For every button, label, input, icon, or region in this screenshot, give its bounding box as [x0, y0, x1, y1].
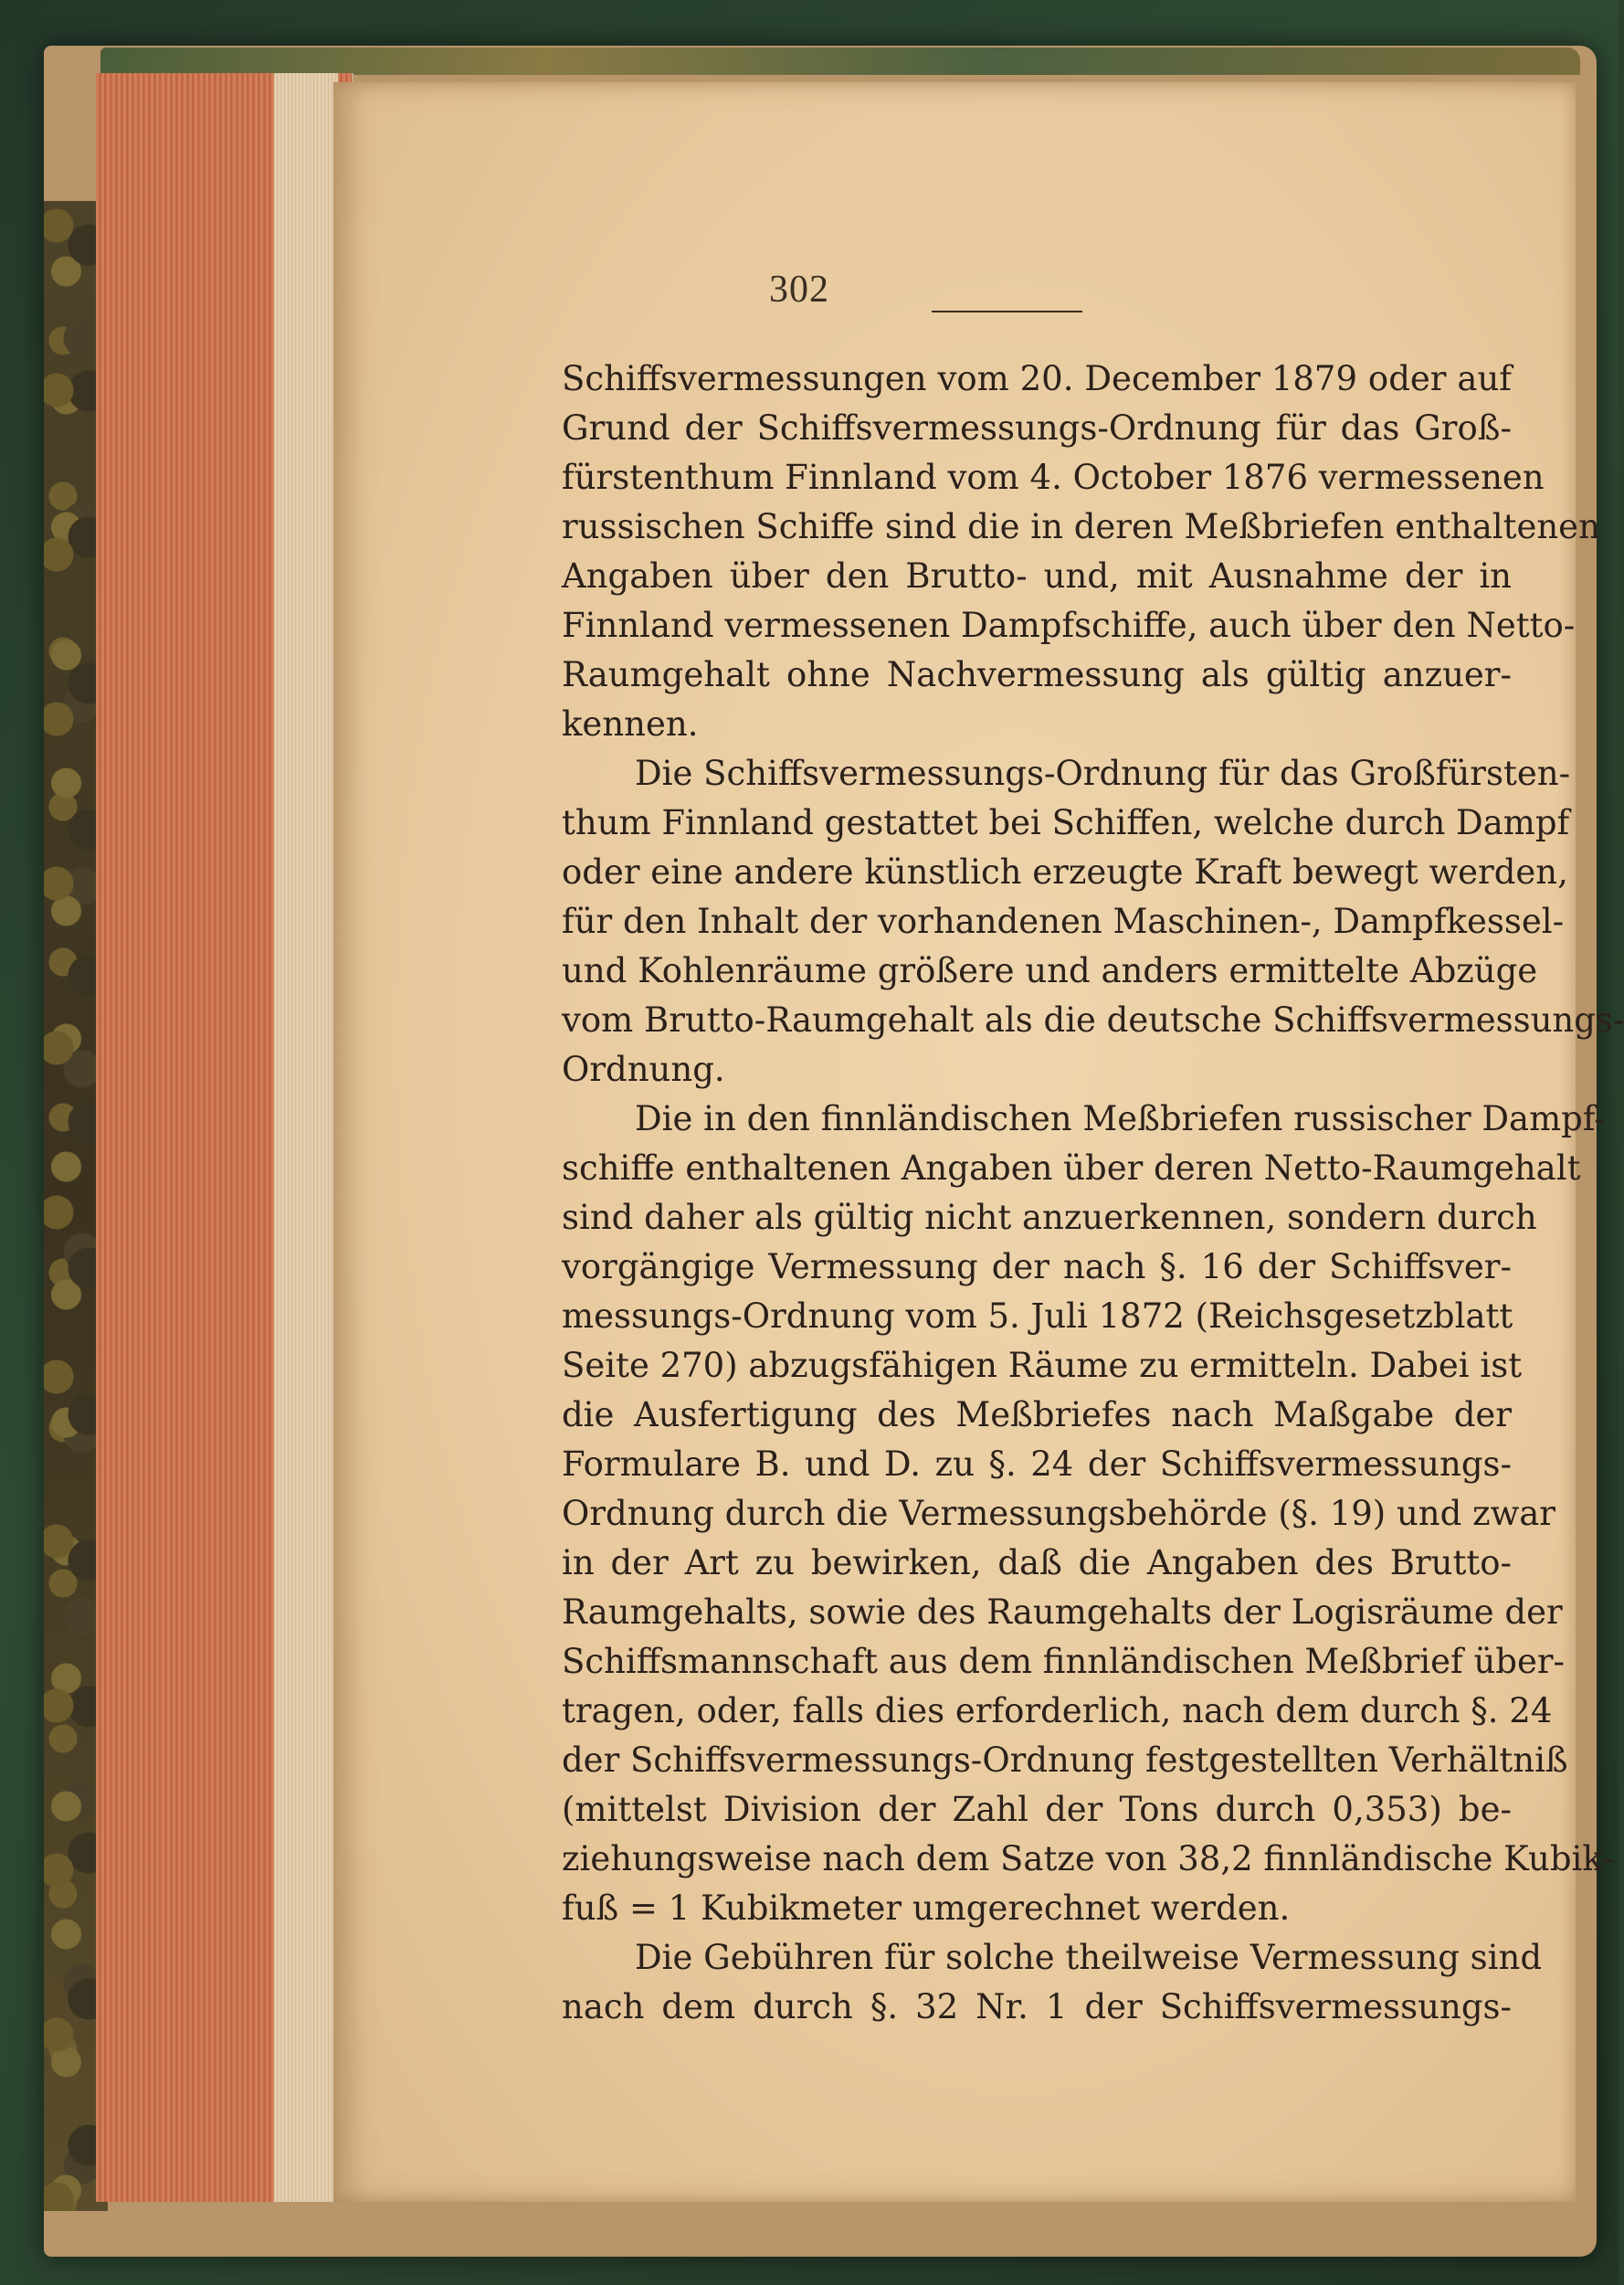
text-line: Seite 270) abzugsfähigen Räume zu ermitteln. Dabei ist [562, 1346, 1523, 1385]
text-line: in der Art zu bewirken, daß die Angaben des Brutto- [562, 1543, 1512, 1582]
text-line: für den Inhalt der vorhandenen Maschinen-, Dampfkessel- [562, 902, 1565, 941]
header-rule [932, 311, 1082, 312]
text-line: vom Brutto-Raumgehalt als die deutsche Schiffsvermessungs- [562, 1000, 1624, 1040]
text-line: Raumgehalts, sowie des Raumgehalts der Logisräume der [562, 1592, 1563, 1632]
text-line: fuß = 1 Kubikmeter umgerechnet werden. [562, 1888, 1291, 1928]
cover-top-edge [100, 48, 1580, 75]
text-line: ziehungsweise nach dem Satze von 38,2 finnländische Kubik- [562, 1839, 1614, 1878]
text-line: Ordnung durch die Vermessungsbehörde (§. 19) und zwar [562, 1494, 1555, 1533]
text-line: Grund der Schiffsvermessungs-Ordnung für das Groß- [562, 408, 1512, 448]
text-line: Schiffsvermessungen vom 20. December 1879 oder auf [562, 359, 1512, 398]
page-edges-inner [274, 73, 338, 2202]
text-line: Finnland vermessenen Dampfschiffe, auch über den Netto- [562, 606, 1576, 645]
text-line: Formulare B. und D. zu §. 24 der Schiffsvermessungs- [562, 1444, 1512, 1484]
text-line: russischen Schiffe sind die in deren Meßbriefen enthaltenen [562, 507, 1600, 546]
text-line: Ordnung. [562, 1050, 725, 1089]
text-line: vorgängige Vermessung der nach §. 16 der Schiffsver- [562, 1247, 1512, 1286]
text-line: messungs-Ordnung vom 5. Juli 1872 (Reichsgesetzblatt [562, 1296, 1513, 1336]
text-line: und Kohlenräume größere und anders ermittelte Abzüge [562, 951, 1538, 990]
text-line: die Ausfertigung des Meßbriefes nach Maßgabe der [562, 1395, 1512, 1434]
page-text [562, 354, 1624, 2032]
text-line: Raumgehalt ohne Nachvermessung als gültig anzuer- [562, 655, 1512, 694]
text-line: tragen, oder, falls dies erforderlich, nach dem durch §. 24 [562, 1691, 1553, 1730]
text-line: sind daher als gültig nicht anzuerkennen, sondern durch [562, 1198, 1537, 1237]
text-line: der Schiffsvermessungs-Ordnung festgestellten Verhältniß [562, 1740, 1568, 1780]
text-line: Schiffsmannschaft aus dem finnländischen Meßbrief über- [562, 1642, 1566, 1681]
text-line: oder eine andere künstlich erzeugte Kraft bewegt werden, [562, 852, 1568, 892]
text-line: Angaben über den Brutto- und, mit Ausnahme der in [562, 556, 1512, 596]
text-line: Die Schiffsvermessungs-Ordnung für das Großfürsten- [635, 754, 1571, 793]
text-line: Die in den finnländischen Meßbriefen russischer Dampf- [635, 1099, 1606, 1138]
text-line: fürstenthum Finnland vom 4. October 1876 vermessenen [562, 458, 1545, 497]
page-number: 302 [769, 269, 829, 311]
text-line: thum Finnland gestattet bei Schiffen, welche durch Dampf [562, 803, 1570, 842]
text-line: nach dem durch §. 32 Nr. 1 der Schiffsvermessungs- [562, 1987, 1512, 2026]
text-line: schiffe enthaltenen Angaben über deren Netto-Raumgehalt [562, 1148, 1581, 1188]
text-line: (mittelst Division der Zahl der Tons durch 0,353) be- [562, 1790, 1512, 1829]
text-line: Die Gebühren für solche theilweise Vermessung sind [635, 1938, 1543, 1977]
text-line: kennen. [562, 704, 699, 744]
